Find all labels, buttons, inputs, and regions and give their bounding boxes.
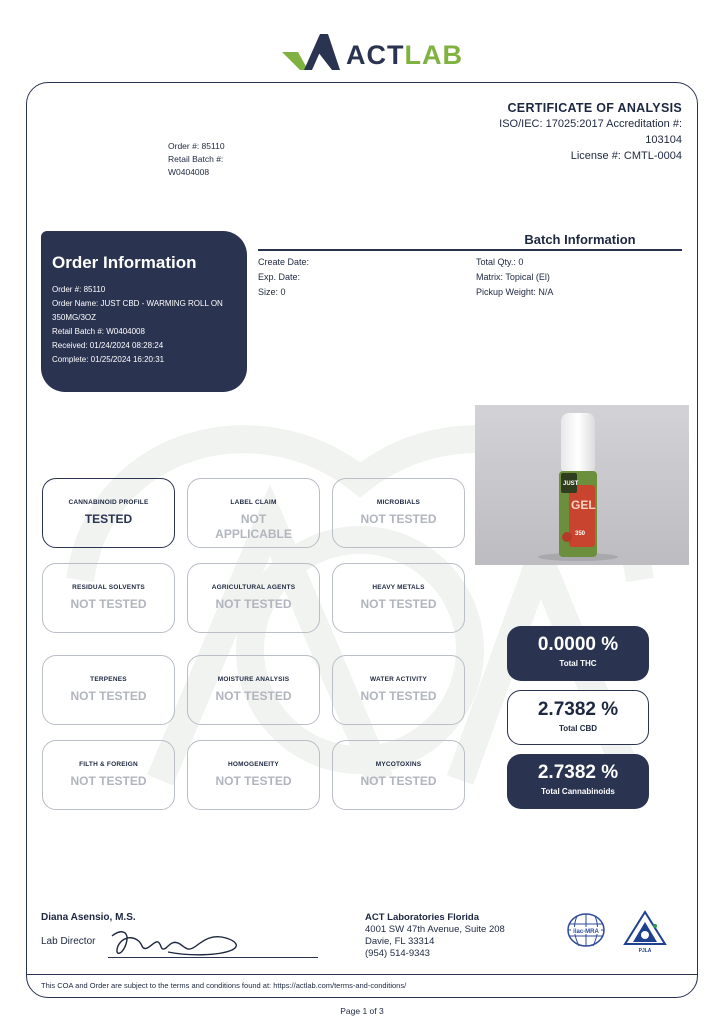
order-number: Order #: 85110 [52,285,106,294]
total-thc-result [507,626,649,681]
tile-label: AGRICULTURAL AGENTS [211,584,296,591]
lab-address [365,912,505,960]
order-retail-batch: Retail Batch #: W0404008 [52,327,145,336]
tile-label: TERPENES [90,676,127,683]
top-order-info [168,140,225,179]
tile-heavy-metals[interactable] [332,563,465,633]
tile-label: MICROBIALS [376,499,421,506]
tile-label: HEAVY METALS [372,584,425,591]
roll-on-bottle-image [475,405,689,565]
tile-homogeneity[interactable] [187,740,320,810]
tile-status: NOT TESTED [215,774,292,788]
bottle-label-text: GEL [571,498,596,512]
lab-address-line2: Davie, FL 33314 [365,936,435,947]
tile-moisture-analysis[interactable] [187,655,320,725]
logo-wordmark [346,40,463,71]
certificate-title: CERTIFICATE OF ANALYSIS [507,101,682,115]
batch-matrix: Matrix: Topical (El) [476,271,550,282]
terms-text: This COA and Order are subject to the terms and conditions found at: https://actlab.com/terms-and-conditions/ [41,981,407,990]
certificate-header [499,100,682,164]
order-received: Received: 01/24/2024 08:28:24 [52,341,164,350]
order-name-cont: 350MG/3OZ [52,313,97,322]
tile-status [188,512,319,542]
tile-label: FILTH & FOREIGN [79,761,138,768]
tile-status: NOT TESTED [360,689,437,703]
lab-address-line1: 4001 SW 47th Avenue, Suite 208 [365,924,505,935]
tile-label: WATER ACTIVITY [370,676,427,683]
tile-mycotoxins[interactable] [332,740,465,810]
pjla-seal-icon [623,910,667,956]
tile-filth-foreign[interactable] [42,740,175,810]
tile-status: NOT TESTED [360,774,437,788]
result-label: Total THC [559,659,597,668]
tile-status-line2: APPLICABLE [215,527,292,541]
tile-cannabinoid-profile[interactable] [42,478,175,548]
top-order-number: Order #: 85110 [168,141,225,151]
page-number: Page 1 of 3 [340,1006,384,1016]
signer-role: Lab Director [41,936,96,947]
svg-text:ilac-MRA: ilac-MRA [573,929,599,935]
tile-agricultural-agents[interactable] [187,563,320,633]
lab-phone: (954) 514-9343 [365,948,430,959]
tile-label: CANNABINOID PROFILE [68,499,149,506]
result-value: 2.7382 % [537,762,619,783]
batch-create-date: Create Date: [258,256,310,267]
result-value: 2.7382 % [537,699,619,720]
tile-label-claim[interactable] [187,478,320,548]
tile-terpenes[interactable] [42,655,175,725]
tile-label: RESIDUAL SOLVENTS [72,584,145,591]
total-cannabinoids-result [507,754,649,809]
result-label: Total CBD [558,724,598,733]
svg-text:PJLA: PJLA [638,948,652,954]
top-retail-batch-value: W0404008 [168,167,210,177]
tile-label: MOISTURE ANALYSIS [217,676,290,683]
order-complete: Complete: 01/25/2024 16:20:31 [52,355,165,364]
total-cbd-result [507,690,649,745]
actlab-logo [282,30,472,74]
result-label: Total Cannabinoids [541,787,615,796]
tile-status: NOT TESTED [360,512,437,526]
bottle-brand-text: JUST [563,481,579,487]
tile-label: MYCOTOXINS [375,761,422,768]
batch-information-title: Batch Information [524,232,636,247]
batch-exp-date: Exp. Date: [258,271,301,282]
signer-name: Diana Asensio, M.S. [41,912,136,923]
logo-act: ACT [346,40,405,70]
tile-status: TESTED [84,512,133,526]
top-retail-batch-label: Retail Batch #: [168,154,224,164]
batch-size: Size: 0 [258,286,286,297]
product-photo [475,405,689,565]
signature-image [108,922,248,962]
tile-microbials[interactable] [332,478,465,548]
result-value: 0.0000 % [537,634,619,655]
tile-status: NOT TESTED [360,597,437,611]
signature-line [108,957,318,958]
tile-status: NOT TESTED [70,774,147,788]
tile-status: NOT TESTED [70,689,147,703]
tile-water-activity[interactable] [332,655,465,725]
batch-fields [258,255,682,300]
tile-label: LABEL CLAIM [230,499,277,506]
batch-pickup-weight: Pickup Weight: N/A [476,286,554,297]
footer-divider [27,974,697,975]
batch-total-qty: Total Qty.: 0 [476,256,524,267]
tile-label: HOMOGENEITY [228,761,279,768]
actlab-logo-icon [282,32,342,72]
batch-information [258,232,682,300]
tile-status: NOT TESTED [70,597,147,611]
tile-status-line1: NOT [240,512,267,526]
license-number: License #: CMTL-0004 [570,150,682,162]
ilac-mra-seal-icon [565,912,607,952]
order-information-title: Order Information [52,253,197,272]
order-name: Order Name: JUST CBD - WARMING ROLL ON [52,299,223,308]
logo-lab: LAB [404,40,463,70]
order-information-card [41,231,247,392]
tile-status: NOT TESTED [215,597,292,611]
accreditation-text: ISO/IEC: 17025:2017 Accreditation #: [499,118,682,130]
lab-name: ACT Laboratories Florida [365,912,480,923]
accreditation-number: 103104 [645,134,682,146]
tile-residual-solvents[interactable] [42,563,175,633]
batch-divider [258,249,682,251]
bottle-label-sub: 350 [575,531,586,537]
tile-status: NOT TESTED [215,689,292,703]
